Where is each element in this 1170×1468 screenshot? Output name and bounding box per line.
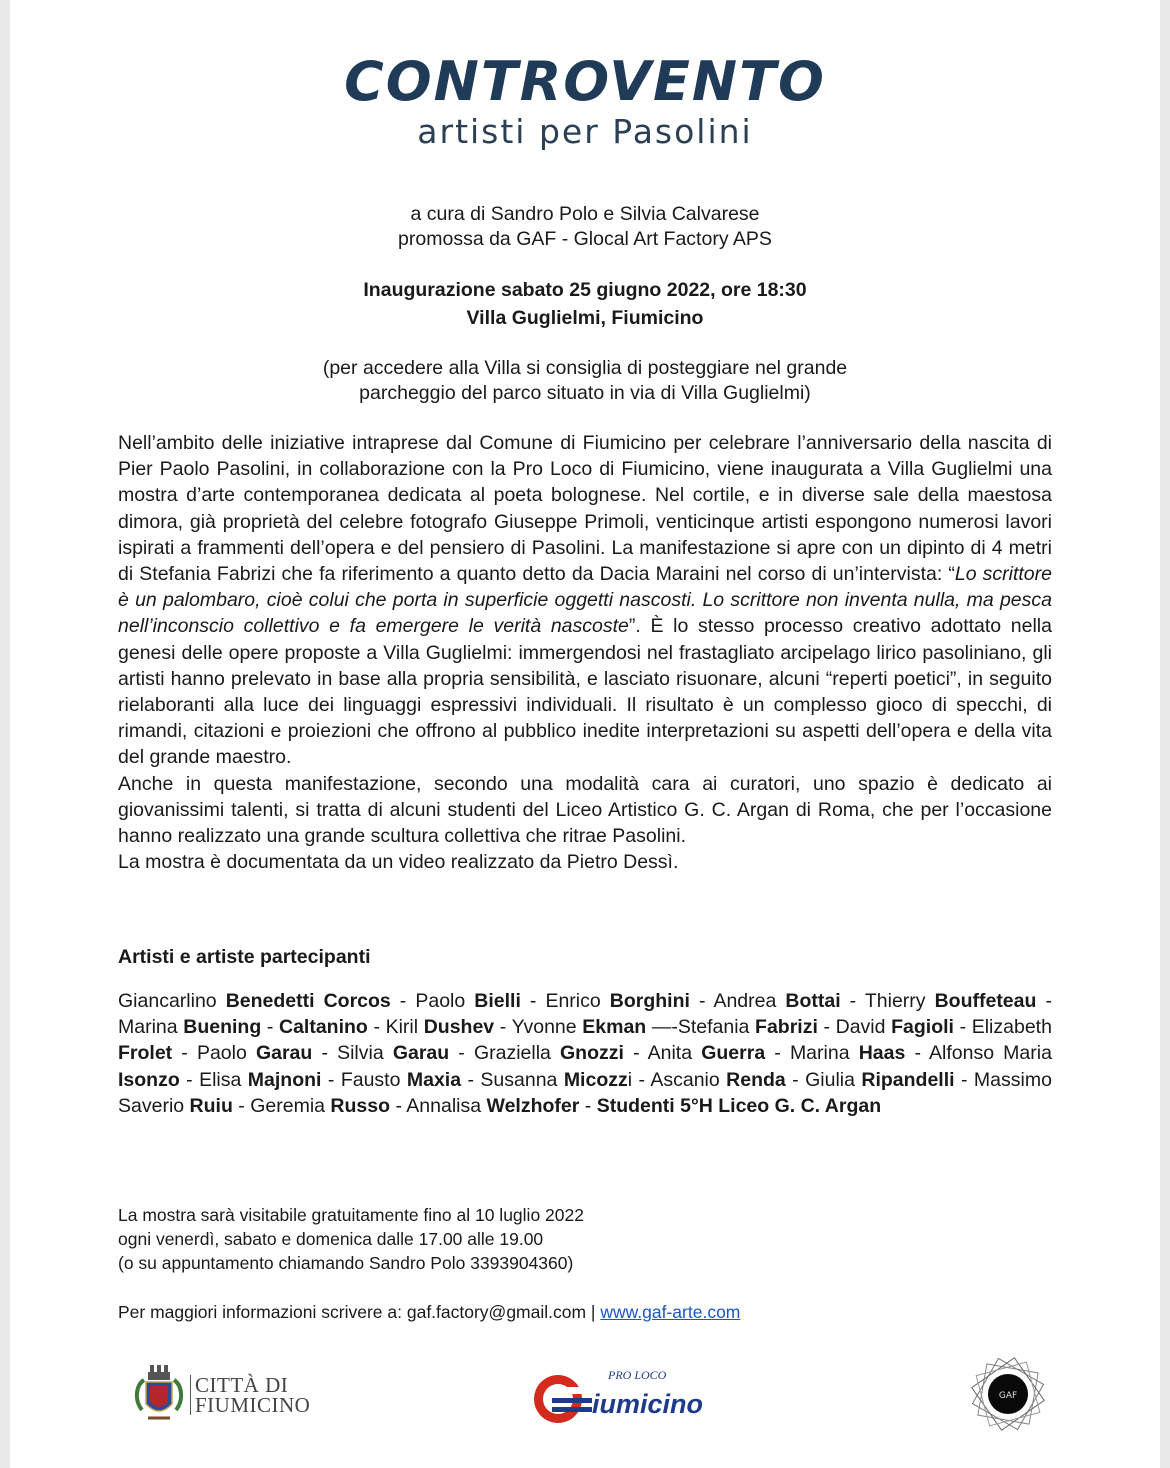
artist-last-name: Benedetti Corcos [225,990,391,1012]
artist-entry [279,1016,386,1038]
artist-last-name: Russo [330,1094,391,1117]
artist-last-name: Buening [183,1016,262,1039]
artist-last-name: Fabrizi [755,1016,818,1039]
artist-entry [480,1069,650,1091]
artist-entry [865,990,1052,1012]
visit-info [118,1203,584,1275]
artist-separator: - [232,1094,251,1117]
artist-first-name: Marina [118,1016,184,1039]
credits-block [10,202,1160,252]
artist-last-name: Dushev [423,1016,495,1039]
artists-list [118,988,1052,1119]
artist-last-name: Bielli [474,990,521,1012]
artist-separator: - [461,1068,481,1091]
artist-separator: - [312,1042,338,1065]
artist-last-name: Frolet [118,1042,173,1065]
artist-first-name: Paolo [415,990,475,1012]
description-paragraph-2: Anche in questa manifestazione, secondo una modalità cara ai curatori, uno spazio è dedicato ai giovanissimi talenti, si tratta di alcuni studenti del Liceo Artistico G. C. Argan di Roma, che per l’occasione hanno realizzato una grande scultura collettiva che ritrae Pasolini. [118,772,1052,848]
artist-last-name: Majnoni [247,1068,322,1091]
paragraph-1-start: Nell’ambito delle iniziative intraprese dal Comune di Fiumicino per celebrare l’anniversario della nascita di Pier Paolo Pasolini, in collaborazione con la Pro Loco di Fiumicino, viene inaugurata a Villa Guglielmi una mostra d’arte contemporanea dedicata al poeta bolognese. Nel cortile, e in diverse sale della maestosa dimora, già proprietà del celebre fotografo Giuseppe Primoli, venticinque artisti espongono numerosi lavori ispirati a frammenti dell’opera e del pensiero di Pasolini. La manifestazione si apre con un dipinto di 4 metri di Stefania Fabrizi che fa riferimento a quanto detto da Dacia Maraini nel corso di un’intervista: “ [118,432,1052,586]
artist-first-name: Thierry [864,990,935,1012]
artist-last-name: Garau [255,1042,313,1065]
artist-first-name: David [835,1016,892,1039]
artist-separator: - [390,1094,407,1117]
artist-last-name-tail: i [627,1068,633,1091]
parking-line-1: (per accedere alla Villa si consiglia di posteggiare nel grande [322,357,848,379]
gaf-logo [968,1354,1048,1434]
artist-separator: - [390,990,416,1012]
artist-last-name: Garau [392,1042,450,1065]
artist-separator: - [494,1016,512,1039]
proloco-small-text: PRO LOCO [608,1368,667,1382]
pro-loco-fiumicino-logo [530,1365,710,1427]
artist-separator: —- [646,1016,678,1039]
artist-entry [415,990,545,1012]
artist-entry [341,1069,481,1091]
artist-separator: - [579,1094,597,1117]
artist-separator: - [172,1042,197,1065]
artist-separator: - [817,1016,836,1039]
artist-last-name: Gnozzi [560,1042,624,1065]
paragraph-1-end: ”. È lo stesso processo creativo adottato nella genesi delle opere proposte a Villa Guglielmi: immergendosi nel frastagliato arcipelago lirico pasoliniano, gli artisti hanno prelevato in base alla propria sensibilità, e lasciato risuonare, alcuni “reperti poetici”, in seguito rielaboranti alla luce dei linguaggi espressivi individuali. Il risultato è un complesso gioco di specchi, di rimandi, citazioni e proiezioni che offrono al pubblico inedite interpretazioni su aspetti dell’opera e della vita del grande maestro. [118,615,1052,769]
artist-entry [118,990,415,1012]
exhibition-title: CONTROVENTO [344,50,826,113]
contact-info [118,1302,740,1323]
artist-last-name: Guerra [701,1042,766,1065]
parking-note [10,356,1160,406]
artist-last-name: Bottai [785,990,841,1012]
artist-first-name: Marina [789,1042,859,1065]
artist-last-name: Caltanino [278,1016,368,1039]
artist-first-name: Giulia [805,1068,862,1091]
artist-entry [597,1095,881,1117]
artist-last-name: Borghini [609,990,690,1012]
curators-line: a cura di Sandro Polo e Silvia Calvarese [410,203,760,225]
artist-first-name: Susanna [480,1068,564,1091]
gaf-text: GAF [998,1391,1018,1401]
artist-last-name: Maxia [406,1068,462,1091]
artist-first-name: Andrea [713,990,786,1012]
artist-entry [118,1016,279,1038]
artist-separator: - [905,1042,929,1065]
description-paragraph-3: La mostra è documentata da un video realizzato da Pietro Dessì. [118,851,679,874]
artist-first-name: Yvonne [511,1016,583,1039]
description-paragraph-1 [118,430,1052,771]
artist-first-name: Graziella [473,1042,561,1065]
inauguration-line: Inaugurazione sabato 25 giugno 2022, ore 18:30 [363,279,807,301]
artist-entry [406,1095,596,1117]
artist-entry [650,1069,805,1091]
artist-entry [474,1042,648,1064]
artist-first-name: Geremia [250,1094,331,1117]
artist-separator: - [321,1068,341,1091]
artist-entry [199,1069,341,1091]
artist-separator: - [954,1068,974,1091]
artist-first-name: Paolo [196,1042,256,1065]
artist-separator: - [765,1042,790,1065]
website-link[interactable]: www.gaf-arte.com [600,1302,741,1322]
maraini-quote: Lo scrittore è un palombaro, cioè colui che porta in superficie oggetti nascosti. Lo scrittore non inventa nulla, ma pesca nell’inconscio collettivo e fa emergere le verità nascoste [118,563,1052,638]
artist-last-name: Bouffeteau [934,990,1037,1012]
artist-first-name: Massimo Saverio [118,1068,1052,1117]
parking-line-2: parcheggio del parco situato in via di Villa Guglielmi) [359,382,811,404]
artist-separator: - [367,1016,386,1039]
artist-first-name: Elisa [199,1068,248,1091]
artist-last-name: Haas [858,1042,906,1065]
description-text [118,430,1052,875]
artist-entry [836,1016,972,1038]
artist-entry [790,1042,929,1064]
artist-last-name: Ekman [582,1016,647,1039]
artist-entry [648,1042,790,1064]
artist-separator: - [1036,990,1052,1012]
visit-appointment: (o su appuntamento chiamando Sandro Polo 3393904360) [118,1253,574,1273]
artist-first-name: Stefania [677,1016,756,1039]
citta-di-fiumicino-logo [190,1375,310,1415]
artist-first-name: Alfonso Maria [929,1042,1052,1065]
artist-entry [386,1016,512,1038]
artist-last-name: Renda [726,1068,786,1091]
artist-entry [197,1042,337,1064]
artist-entry [713,990,864,1012]
artist-separator: - [261,1016,279,1039]
artist-last-name: Ripandelli [861,1068,955,1091]
artist-separator: - [449,1042,474,1065]
visit-hours: ogni venerdì, sabato e domenica dalle 17.00 alle 19.00 [118,1229,544,1249]
artist-first-name: Fausto [340,1068,407,1091]
artist-separator: - [632,1068,651,1091]
contact-email-text: Per maggiori informazioni scrivere a: gaf.factory@gmail.com | [118,1302,601,1322]
visit-dates: La mostra sarà visitabile gratuitamente fino al 10 luglio 2022 [118,1205,584,1225]
citta-line-1: CITTÀ DI [195,1373,289,1397]
artist-last-name: Isonzo [118,1068,180,1091]
artist-entry [337,1042,474,1064]
event-block [10,276,1160,332]
artist-last-name: Micozz [563,1068,628,1091]
artist-first-name: Ascanio [650,1068,727,1091]
artist-first-name: Elizabeth [971,1016,1052,1039]
document-page [10,0,1160,1468]
artist-separator: - [785,1068,806,1091]
artist-separator: - [179,1068,200,1091]
artist-first-name: Anita [647,1042,702,1065]
artist-last-name: Ruiu [189,1094,233,1117]
artist-first-name: Enrico [545,990,610,1012]
artist-first-name: Kiril [385,1016,424,1039]
artist-entry [678,1016,836,1038]
artist-last-name: Welzhofer [486,1094,580,1117]
artist-separator: - [840,990,865,1012]
artist-first-name: Silvia [337,1042,393,1065]
venue-line: Villa Guglielmi, Fiumicino [466,307,704,329]
artist-entry [805,1069,974,1091]
artist-entry [512,1016,678,1038]
artist-entry [545,990,713,1012]
artist-separator: - [689,990,714,1012]
artist-separator: - [953,1016,972,1039]
artist-last-name: Studenti 5°H Liceo G. C. Argan [596,1094,882,1117]
citta-line-2: FIUMICINO [195,1393,311,1417]
promoter-line: promossa da GAF - Glocal Art Factory APS [398,228,772,250]
artist-first-name: Annalisa [406,1094,487,1117]
artist-last-name: Fagioli [891,1016,954,1039]
artist-first-name: Giancarlino [118,990,226,1012]
artist-separator: - [520,990,546,1012]
proloco-main-text: iumicino [592,1389,704,1419]
artist-entry [250,1095,406,1117]
exhibition-subtitle: artisti per Pasolini [417,112,753,151]
artist-separator: - [623,1042,648,1065]
artists-heading: Artisti e artiste partecipanti [118,946,371,968]
